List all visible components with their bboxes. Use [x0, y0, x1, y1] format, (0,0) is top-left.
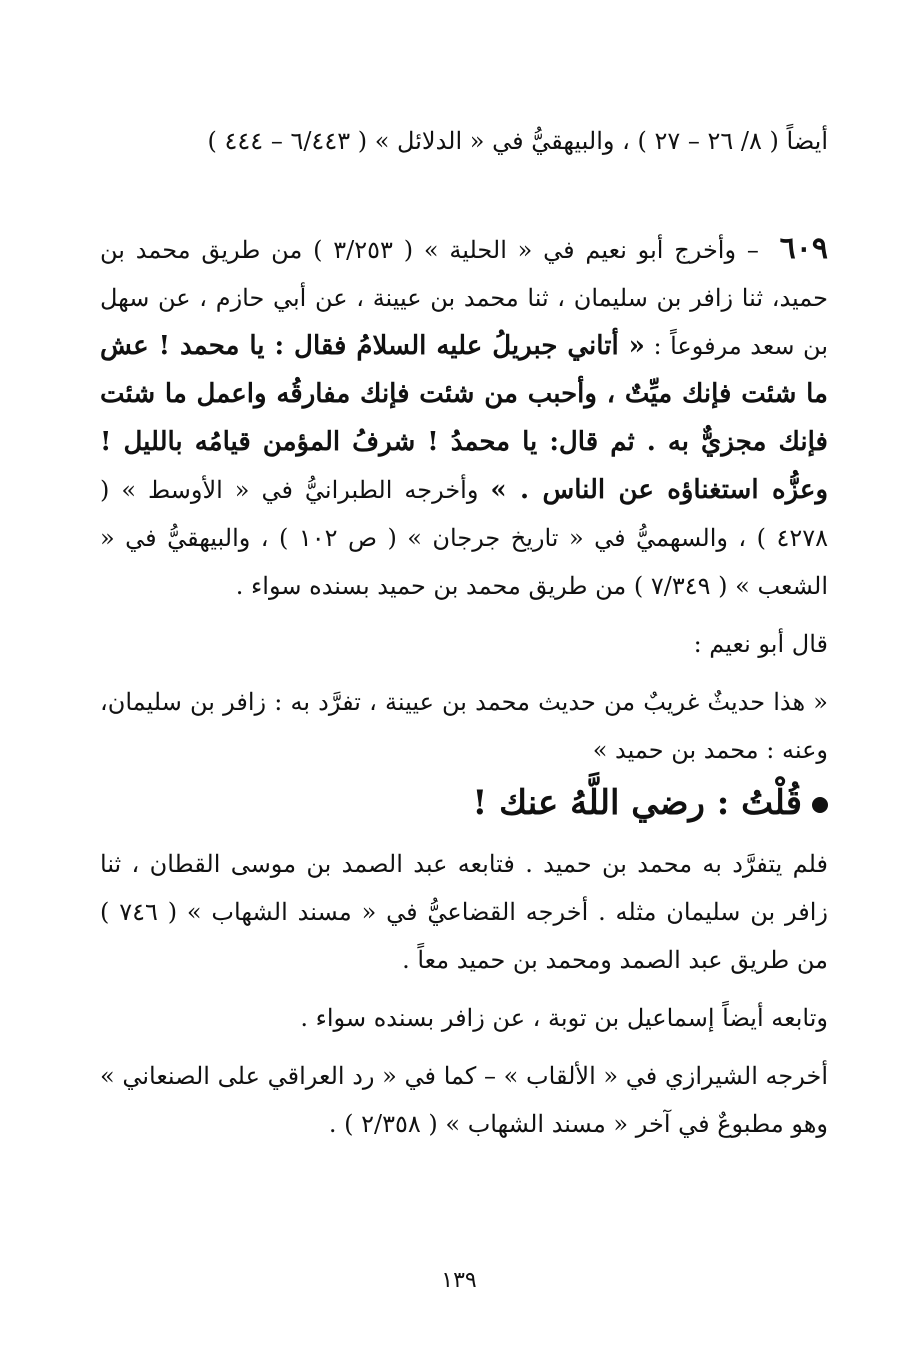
commentary-heading-text: قُلْتُ : رضي اللَّهُ عنك !: [472, 783, 802, 823]
hadith-entry: [100, 225, 828, 610]
abu-nuaym-quote: « هذا حديثٌ غريبٌ من حديث محمد بن عيينة ، تفرَّد به : زافر بن سليمان، وعنه : محمد بن حميد »: [100, 688, 828, 764]
entry-sources: وأخرجه الطبرانيُّ في « الأوسط » ( ٤٢٧٨ ) ، والسهميُّ في « تاريخ جرجان » ( ص ١٠٢ ) ، والبيهقيُّ في « الشعب » ( ٧/٣٤٩ ) من طريق محمد بن حميد بسنده سواء .: [100, 476, 828, 600]
commentary-heading: [100, 776, 828, 830]
entry-intro: – وأخرج أبو نعيم في « الحلية » ( ٣/٢٥٣ ) من طريق محمد بن حميد، ثنا زافر بن سليمان ، ثنا محمد بن عيينة ، عن أبي حازم ، عن سهل بن سعد مرفوعاً :: [100, 236, 828, 360]
abu-nuaym-label: قال أبو نعيم :: [693, 630, 828, 658]
page-number: ١٣٩: [441, 1268, 477, 1293]
continued-reference-line: أيضاً ( ٨/ ٢٦ – ٢٧ ) ، والبيهقيُّ في « الدلائل » ( ٦/٤٤٣ – ٤٤٤ ): [207, 127, 828, 155]
commentary-paragraph-1: فلم يتفرَّد به محمد بن حميد . فتابعه عبد الصمد بن موسى القطان ، ثنا زافر بن سليمان مثله . أخرجه القضاعيُّ في « مسند الشهاب » ( ٧٤٦ ) من طريق عبد الصمد ومحمد بن حميد معاً .: [100, 850, 828, 974]
commentary-paragraph-2: وتابعه أيضاً إسماعيل بن توبة ، عن زافر بسنده سواء .: [300, 1004, 828, 1032]
entry-number: ٦٠٩: [779, 231, 828, 266]
page-content: [100, 115, 828, 1148]
hadith-text: « أتاني جبريلُ عليه السلامُ فقال : يا محمد ! عش ما شئت فإنك ميِّتٌ ، وأحبب من شئت فإنك مفارقُه واعمل ما شئت فإنك مجزيٌّ به . ثم قال: يا محمدُ ! شرفُ المؤمن قيامُه بالليل ! وعزُّه استغناؤه عن الناس . »: [100, 331, 828, 505]
commentary-paragraph-3: أخرجه الشيرازي في « الألقاب » – كما في « رد العراقي على الصنعاني » وهو مطبوعٌ في آخر « مسند الشهاب » ( ٢/٣٥٨ ) .: [100, 1062, 828, 1138]
bullet-icon: [812, 797, 828, 813]
